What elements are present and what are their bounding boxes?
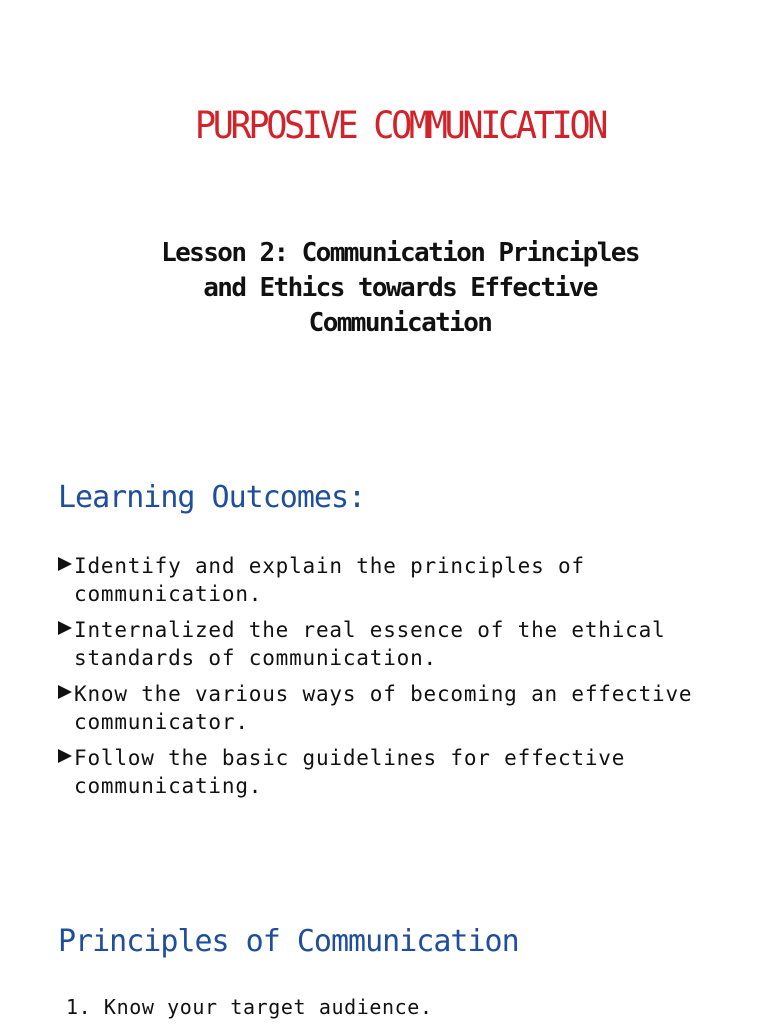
learning-outcome-text: Identify and explain the principles of communication. — [74, 554, 585, 606]
principles-heading: Principles of Communication — [58, 924, 519, 959]
learning-outcome-item — [58, 552, 748, 608]
learning-outcome-item — [58, 744, 748, 800]
arrowhead-bullet-icon — [58, 685, 72, 699]
learning-outcomes-heading: Learning Outcomes: — [58, 480, 366, 515]
lesson-title-line-2: and Ethics towards Effective — [203, 273, 597, 303]
arrowhead-bullet-icon — [58, 749, 72, 763]
lesson-title-line-1: Lesson 2: Communication Principles — [161, 238, 639, 268]
arrowhead-bullet-icon — [58, 557, 72, 571]
learning-outcome-item — [58, 616, 748, 672]
principles-list — [66, 994, 433, 1020]
learning-outcome-text: Follow the basic guidelines for effective communicating. — [74, 746, 626, 798]
learning-outcome-text: Internalized the real essence of the ethical standards of communication. — [74, 618, 666, 670]
lesson-title — [0, 236, 768, 341]
lesson-title-line-3: Communication — [308, 308, 492, 338]
page-title: PURPOSIVE COMMUNICATION — [194, 104, 606, 147]
principle-item: 1. Know your target audience. — [66, 995, 433, 1019]
learning-outcomes-list — [58, 552, 748, 808]
arrowhead-bullet-icon — [58, 621, 72, 635]
learning-outcome-text: Know the various ways of becoming an effective communicator. — [74, 682, 693, 734]
learning-outcome-item — [58, 680, 748, 736]
